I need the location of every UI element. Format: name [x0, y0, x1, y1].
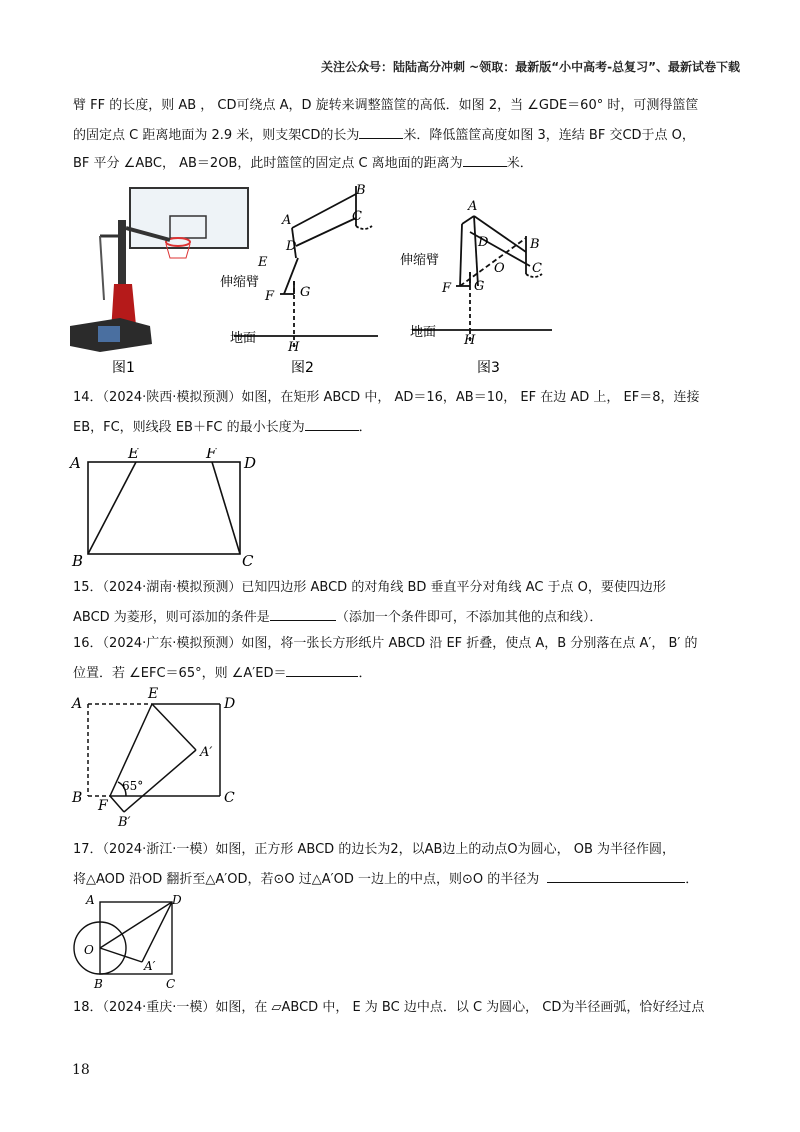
arm-ef [284, 258, 298, 294]
q16-label-B: B [72, 790, 83, 806]
q16-label-A1: A′ [200, 745, 213, 760]
q17-label-D: D [172, 893, 182, 907]
q15-line2-start: ABCD 为菱形，则可添加的条件是 [73, 610, 270, 625]
fig3-ground-label: 地面 [410, 325, 437, 340]
segment-dc [296, 218, 356, 246]
q14-line2-start: EB，FC，则线段 EB＋FC 的最小长度为 [73, 420, 305, 435]
square-abcd [100, 902, 172, 974]
q15-line2-end: （添加一个条件即可，不添加其他的点和线）． [335, 610, 603, 625]
q13-figures [60, 176, 760, 386]
q14-label-D: D [244, 454, 257, 472]
answer-blank-q14[interactable] [305, 416, 359, 431]
q17-label-B: B [94, 977, 103, 991]
q15-line1: 15．（2024·湖南·模拟预测）已知四边形 ABCD 的对角线 BD 垂直平分对角线 AC 于点 O，要使四边形 [73, 580, 666, 595]
q15-line2 [73, 606, 602, 628]
q17-line2-end: ． [685, 872, 699, 887]
fig2-arm-label: 伸缩臂 [220, 275, 260, 290]
q13-line3 [73, 152, 533, 174]
q17-figure [66, 890, 196, 994]
q16-line2 [73, 662, 371, 684]
fig2-label-G: G [300, 285, 311, 300]
q16-line2-end: ． [358, 666, 372, 681]
segment-fc [212, 462, 240, 554]
segment-ea1 [152, 704, 196, 750]
answer-blank-cd-length[interactable] [359, 124, 403, 139]
q14-line2 [73, 416, 372, 438]
segment-fb1 [110, 796, 124, 812]
fig2-ground-label: 地面 [230, 331, 257, 346]
rectangle-abcd [88, 462, 240, 554]
q17-line2 [73, 868, 698, 890]
q17-line1: 17．（2024·浙江·一模）如图，正方形 ABCD 的边长为2，以AB边上的动点O为圆心， OB 为半径作圆， [73, 842, 676, 857]
answer-blank-height[interactable] [463, 152, 507, 167]
segment-oa1 [100, 948, 142, 962]
q17-line2-start: 将△AOD 沿OD 翻折至△A′OD，若⊙O 过△A′OD 一边上的中点，则⊙O 的半径为 [73, 872, 540, 887]
q16-line2-start: 位置．若 ∠EFC＝65°，则 ∠A′ED＝ [73, 666, 287, 681]
q18-line1: 18．（2024·重庆·一模）如图，在 ▱ABCD 中， E 为 BC 边中点．以 C 为圆心， CD为半径画弧，恰好经过点 [73, 1000, 705, 1015]
q16-label-D: D [224, 696, 236, 712]
fig2-label-A: A [282, 213, 292, 228]
segment-eb [88, 462, 136, 554]
q16-label-F: F [98, 798, 108, 814]
fig3-arm-label: 伸缩臂 [400, 253, 440, 268]
fig3-label-G: G [474, 279, 485, 294]
q14-label-E: E [128, 448, 139, 462]
page-number: 18 [72, 1062, 90, 1078]
answer-blank-q15[interactable] [270, 606, 336, 621]
q14-label-F: F [206, 448, 217, 462]
hoop-rim [356, 226, 372, 229]
fig3-label-C: C [532, 261, 542, 276]
answer-blank-q16[interactable] [286, 662, 358, 677]
q13-line3-end: 米． [506, 156, 533, 171]
q16-angle-label: 65° [122, 779, 144, 793]
q17-label-A: A [86, 893, 95, 907]
answer-blank-q17[interactable] [547, 868, 685, 883]
fig2-label-C: C [352, 209, 362, 224]
q16-line1: 16．（2024·广东·模拟预测）如图，将一张长方形纸片 ABCD 沿 EF 折叠，使点 A，B 分别落在点 A′， B′ 的 [73, 636, 698, 651]
fig3-label-H: H [464, 333, 476, 348]
segment-top-3 [462, 216, 474, 224]
q16-label-A: A [72, 696, 83, 712]
q17-label-A1: A′ [144, 959, 156, 973]
fig2-label-B: B [356, 183, 366, 198]
q14-line1: 14．（2024·陕西·模拟预测）如图，在矩形 ABCD 中， AD＝16，AB＝10， EF 在边 AD 上， EF＝8，连接 [73, 390, 700, 405]
q16-label-B1: B′ [118, 815, 131, 830]
q16-figure [66, 686, 266, 832]
arm-ef-3 [460, 224, 462, 286]
fig2-label-F: F [265, 289, 275, 304]
q14-label-C: C [242, 552, 254, 570]
fig3-label-O: O [494, 261, 505, 276]
q13-line2-start: 的固定点 C 距离地面为 2.9 米，则支架CD的长为 [73, 128, 360, 143]
fig2-label-D: D [286, 239, 297, 254]
q13-line2-end: 米．降低篮筐高度如图 3，连结 BF 交CD于点 O， [403, 128, 695, 143]
q13-line1: 臂 FF 的长度，则 AB ， CD可绕点 A，D 旋转来调整篮筐的高低．如图 2，当 ∠GDE＝60° 时，可测得篮筐 [73, 98, 699, 113]
q14-label-B: B [72, 552, 84, 570]
q16-label-E: E [148, 686, 159, 702]
q14-figure [66, 448, 266, 572]
q14-label-A: A [70, 454, 81, 472]
basketball-hoop-photo [70, 188, 248, 352]
q14-line2-end: ． [358, 420, 372, 435]
page-header: 关注公众号：陆陆高分冲刺 ~领取：最新版“小中高考-总复习”、最新试卷下载 [321, 60, 740, 74]
q17-label-O: O [84, 943, 94, 957]
fig2-caption: 图2 [291, 360, 314, 376]
fig1-caption: 图1 [112, 360, 135, 376]
fig2-label-H: H [288, 340, 300, 355]
q13-line2 [73, 124, 695, 146]
q13-line3-start: BF 平分 ∠ABC， AB＝2OB，此时篮筐的固定点 C 离地面的距离为 [73, 156, 463, 171]
q17-label-C: C [166, 977, 176, 991]
q16-label-C: C [224, 790, 235, 806]
fig3-label-A: A [468, 199, 478, 214]
fig2-label-E: E [258, 255, 268, 270]
fig3-label-F: F [442, 281, 452, 296]
fig3-caption: 图3 [477, 360, 500, 376]
fig3-label-D: D [478, 235, 489, 250]
fig3-label-B: B [530, 237, 540, 252]
